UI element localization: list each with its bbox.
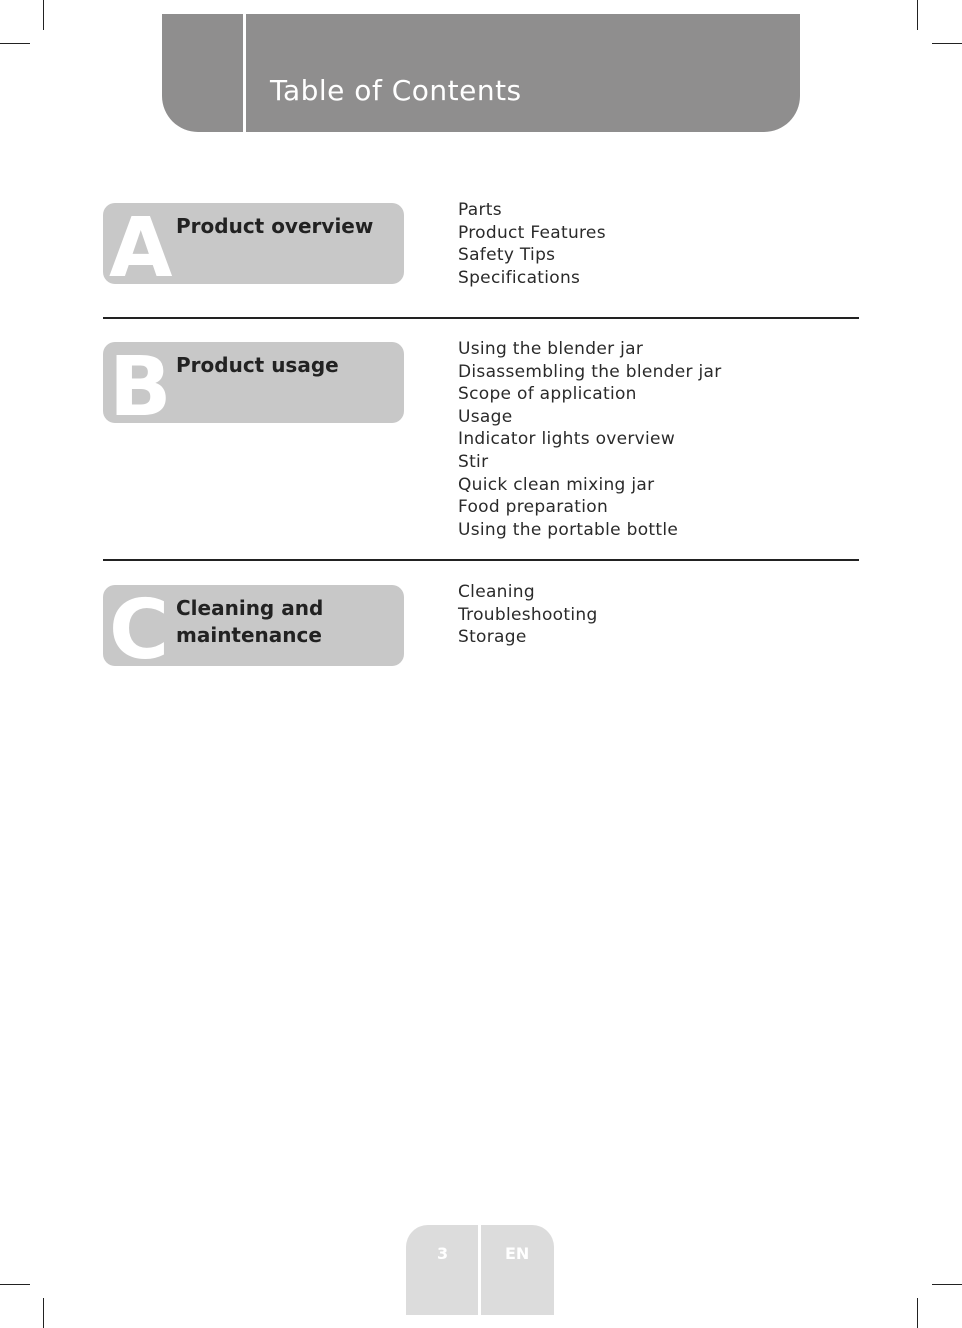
crop-mark — [932, 43, 962, 44]
toc-item[interactable]: Troubleshooting — [458, 604, 598, 625]
crop-mark — [43, 0, 44, 30]
toc-item[interactable]: Cleaning — [458, 582, 535, 602]
crop-mark — [917, 1298, 918, 1328]
section-a-box — [103, 203, 404, 284]
toc-item[interactable]: Parts — [458, 200, 502, 220]
toc-item[interactable]: Scope of application — [458, 384, 637, 405]
section-title: Product overview — [176, 214, 374, 238]
toc-item[interactable]: Quick clean mixing jar — [458, 474, 655, 495]
section-title: Cleaning and maintenance — [176, 596, 324, 647]
toc-item[interactable]: Specifications — [458, 267, 581, 288]
crop-mark — [0, 1284, 30, 1285]
section-b-items — [458, 338, 722, 541]
section-letter: A — [109, 203, 173, 284]
section-divider — [103, 559, 859, 561]
crop-mark — [917, 0, 918, 30]
language-label: EN — [505, 1244, 530, 1263]
section-divider — [103, 317, 859, 319]
section-letter: C — [109, 585, 170, 666]
toc-item[interactable]: Using the blender jar — [458, 339, 644, 359]
section-title: Product usage — [176, 353, 339, 377]
toc-item[interactable]: Food preparation — [458, 497, 609, 518]
crop-mark — [932, 1284, 962, 1285]
section-c-box — [103, 585, 404, 666]
crop-mark — [0, 43, 30, 44]
section-a-items — [458, 199, 606, 289]
footer-divider — [478, 1225, 481, 1315]
toc-item[interactable]: Safety Tips — [458, 245, 556, 266]
toc-item[interactable]: Usage — [458, 406, 513, 427]
section-b-box — [103, 342, 404, 423]
crop-mark — [43, 1298, 44, 1328]
toc-item[interactable]: Using the portable bottle — [458, 519, 679, 540]
section-c-items — [458, 581, 598, 649]
section-letter: B — [109, 342, 172, 423]
header-divider — [243, 14, 246, 132]
page-number: 3 — [437, 1244, 449, 1263]
toc-item[interactable]: Storage — [458, 627, 527, 648]
page-title: Table of Contents — [270, 74, 522, 107]
header-tab — [162, 14, 800, 132]
toc-item[interactable]: Disassembling the blender jar — [458, 361, 722, 382]
toc-item[interactable]: Product Features — [458, 222, 606, 243]
toc-item[interactable]: Indicator lights overview — [458, 429, 676, 450]
toc-item[interactable]: Stir — [458, 451, 489, 472]
